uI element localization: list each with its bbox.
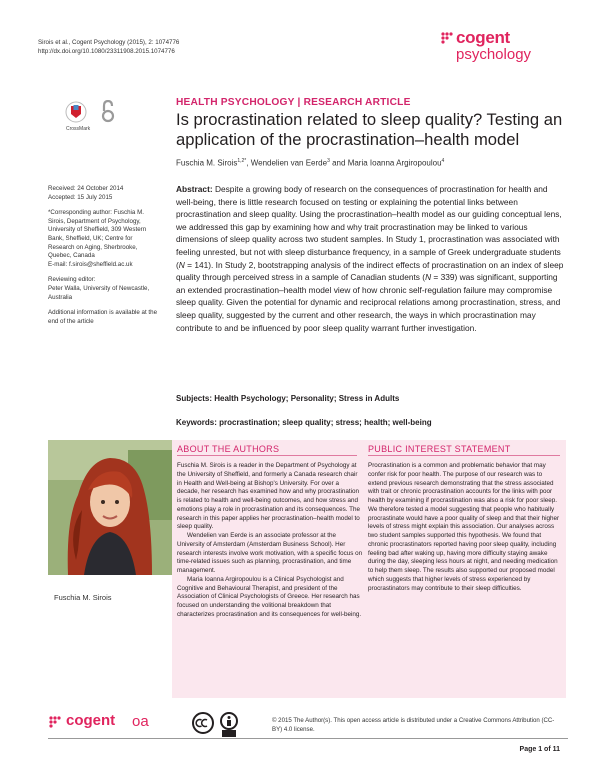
photo-caption: Fuschia M. Sirois [54,593,112,602]
author-name[interactable]: Maria Ioanna Argiropoulou [347,158,442,168]
heading-rule [368,455,560,456]
author-photo [48,440,172,575]
received-date: Received: 24 October 2014 [48,185,124,192]
abstract-n-symbol: N [178,259,185,270]
footer-logo[interactable] [48,712,168,732]
creative-commons-icons[interactable] [192,712,252,738]
cogent-dots-icon [440,31,454,45]
doi-link[interactable]: http://dx.doi.org/10.1080/23311908.2015.1074776 [38,48,175,55]
journal-logo[interactable] [440,28,550,64]
author-affiliation: 3 [327,158,330,164]
abstract-n-symbol: N [425,272,432,283]
logo-journal: psychology [456,46,532,63]
article-metadata [48,185,160,333]
about-authors-text [177,462,363,620]
keywords-value: procrastination; sleep quality; stress; health; well-being [219,418,432,427]
accepted-date: Accepted: 15 July 2015 [48,193,113,201]
article-title: Is procrastination related to sleep quality? Testing an application of the procrastination–health model [176,110,563,149]
crossmark-icon[interactable] [66,102,91,132]
footer-rule [48,738,568,739]
abstract-label: Abstract: [176,184,213,194]
article-section: HEALTH PSYCHOLOGY | RESEARCH ARTICLE [176,97,411,108]
about-heading: ABOUT THE AUTHORS [177,444,280,454]
public-interest-heading: PUBLIC INTEREST STATEMENT [368,444,511,454]
reviewing-editor-label: Reviewing editor: [48,276,96,284]
reviewing-editor: Peter Walla, University of Newcastle, Australia [48,284,150,301]
abstract-text: = 339) was significant, supporting an extended procrastination–health model view of how chronic self-regulation failure may compromise sleep quality. Given the potential for dynamic and reciprocal relations among procrastination, stress, and sleep quality, suggested by the current and other research, the ways in which procrastination may contribute to and be influenced by poor sleep quality warrant further investigation. [176,272,561,333]
author-affiliation: 4 [441,158,445,164]
abstract-text: Despite a growing body of research on the consequences of procrastination for health and well-being, there is little research focused on testing or explaining the potential links between procrastination and sleep quality. Using the procrastination–health model as our guiding conceptual lens, we addressed this gap by examining how and why trait procrastination may be linked to various dimensions of sleep quality across two student samples. In Study 1, procrastination was associated with feeling unrested, but not with sleep disturbance frequency, in a sample of Greek undergraduate students ( [176,184,562,270]
additional-info-note: Additional information is available at the end of the article [48,309,158,325]
footer-logo-suffix: oa [132,713,149,730]
author-name[interactable]: Wendelien van Eerde [250,158,328,168]
keywords [176,418,432,427]
abstract-text: = 141). In Study 2, bootstrapping analysis of the indirect effects of procrastination on an index of sleep quality through perceived stress in a sample of Canadian students ( [176,259,564,283]
cc-icon [193,713,213,733]
abstract [176,183,566,334]
corresponding-author: *Corresponding author: Fuschia M. Sirois, Department of Psychology, University of Sheffield, 309 Western Bank, Sheffield, UK; Centre for Research on Aging, Sherbrooke, Quebec, Canada [48,209,147,260]
about-paragraph: Wendelien van Eerde is an associate professor at the University of Amsterdam (Amsterdam Business School). Her research interests involve work motivation, with a specific focus on time-related issues such as planning, procrastination, and time management. [177,532,363,574]
copyright-notice: © 2015 The Author(s). This open access article is distributed under a Creative Commons Attribution (CC-BY) 4.0 license. [272,717,555,733]
cogent-dots-icon [48,715,62,729]
author-conjunction: and [332,158,346,168]
public-interest-text: Procrastination is a common and problematic behavior that may confer risk for poor health. The purpose of our research was to extend previous research demonstrating that the stress associated with trait or chronic procrastination accounts for the links with poor health by examining if procrastination was also a risk for poor sleep. We therefore tested a model suggesting that people who habitually procrastinate would have a poor quality of sleep and that their higher levels of stress might explain this association. Our analyses across two student samples supported this hypothesis. We found that chronic procrastinators reported having poor sleep quality, including feeling bad after waking up, having more difficulty staying awake during the day, sleeping less hours at night, and needing medication to help them sleep. The results also supported our proposed model which suggests that higher levels of stress experienced by procrastinators may contribute to their sleep difficulties. [368,462,560,592]
citation-line: Sirois et al., Cogent Psychology (2015), 2: 1074776 [38,39,180,46]
subjects: Subjects: Health Psychology; Personality; Stress in Adults [176,394,400,403]
citation [38,38,179,56]
author-email[interactable]: E-mail: f.sirois@sheffield.ac.uk [48,260,133,268]
keywords-label: Keywords: [176,418,217,427]
heading-rule [177,455,357,456]
crossmark-label: CrossMark [66,126,91,132]
cc-by-icon [221,713,237,737]
page-number: Page 1 of 11 [519,746,560,753]
about-paragraph: Maria Ioanna Argiropoulou is a Clinical Psychologist and Cognitive and Behavioural Therapist, and president of the Association of Clinical Psychologists of Greece. Her research has focused on understanding the volitional breakdown that characterizes procrastination and its consequences for well-being. [177,575,362,618]
article-icons [64,100,124,130]
about-paragraph: Fuschia M. Sirois is a reader in the Department of Psychology at the University of Sheffield, and formerly a Canada research chair in Health and Well-being at Bishop's University. For over a decade, her research has examined how and why procrastination is related to health and well-being outcomes, and how stress and emotions play a role in procrastination and its consequences. The research in this paper applies her procrastination–health model to sleep quality. [177,462,360,531]
author-name[interactable]: Fuschia M. Sirois [176,158,238,168]
logo-brand: cogent [456,28,510,47]
open-access-lock-icon [103,101,113,121]
footer-logo-brand: cogent [66,712,116,729]
author-list: Fuschia M. Sirois$^{1,2*}$, Wendelien van Eerde$^3$ and Maria Ioanna Argiropoulou$^4$ [176,158,445,168]
author-affiliation: 1,2* [237,158,247,164]
